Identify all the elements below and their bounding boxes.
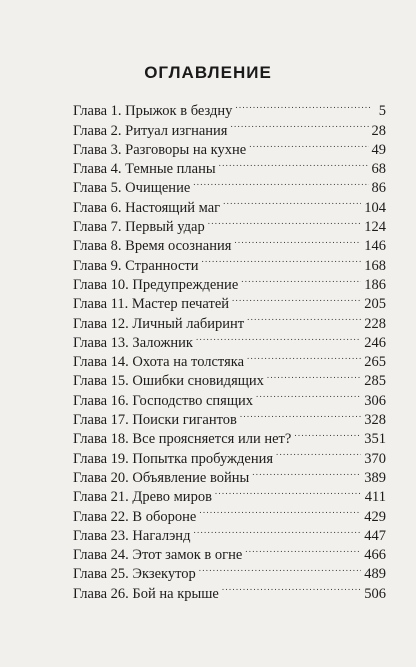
toc-entry-page: 285 bbox=[364, 373, 386, 390]
dot-leader bbox=[208, 212, 362, 231]
toc-entry-page: 370 bbox=[364, 450, 386, 467]
toc-entry-page: 306 bbox=[364, 392, 386, 409]
dot-leader bbox=[245, 540, 361, 559]
toc-entry-page: 328 bbox=[364, 412, 386, 429]
dot-leader bbox=[256, 385, 361, 404]
toc-entry-page: 104 bbox=[364, 199, 386, 216]
toc-entry-label: Глава 1. Прыжок в бездну bbox=[73, 103, 233, 120]
dot-leader bbox=[193, 173, 368, 192]
toc-entry-page: 28 bbox=[371, 122, 386, 139]
toc-entry-label: Глава 25. Экзекутор bbox=[73, 566, 196, 583]
toc-entry-label: Глава 6. Настоящий маг bbox=[73, 199, 221, 216]
toc-entry-label: Глава 5. Очищение bbox=[73, 180, 191, 197]
toc-entry-page: 228 bbox=[364, 315, 386, 332]
toc-entry-label: Глава 23. Нагалэнд bbox=[73, 527, 191, 544]
toc-entry-label: Глава 10. Предупреждение bbox=[73, 276, 239, 293]
dot-leader bbox=[222, 578, 361, 597]
table-of-contents bbox=[73, 96, 386, 602]
dot-leader bbox=[241, 270, 361, 289]
dot-leader bbox=[215, 482, 362, 501]
toc-entry-page: 246 bbox=[364, 334, 386, 351]
toc-entry-label: Глава 11. Мастер печатей bbox=[73, 296, 230, 313]
toc-entry-page: 186 bbox=[364, 276, 386, 293]
toc-entry-page: 49 bbox=[371, 141, 386, 158]
dot-leader bbox=[252, 463, 361, 482]
dot-leader bbox=[247, 308, 361, 327]
toc-entry-label: Глава 24. Этот замок в огне bbox=[73, 547, 243, 564]
page-title: ОГЛАВЛЕНИЕ bbox=[144, 63, 272, 82]
toc-entry-page: 146 bbox=[364, 238, 386, 255]
toc-entry-label: Глава 19. Попытка пробуждения bbox=[73, 450, 274, 467]
toc-entry bbox=[73, 96, 386, 120]
toc-entry-page: 5 bbox=[378, 103, 386, 120]
toc-entry-label: Глава 26. Бой на крыше bbox=[73, 585, 219, 602]
dot-leader bbox=[230, 115, 368, 134]
dot-leader bbox=[267, 366, 361, 385]
toc-entry-page: 124 bbox=[364, 219, 386, 236]
toc-entry-page: 506 bbox=[364, 585, 386, 602]
dot-leader bbox=[247, 347, 361, 366]
dot-leader bbox=[276, 443, 361, 462]
dot-leader bbox=[234, 231, 361, 250]
toc-entry-page: 466 bbox=[364, 547, 386, 564]
toc-entry-label: Глава 13. Заложник bbox=[73, 334, 193, 351]
toc-entry-label: Глава 2. Ритуал изгнания bbox=[73, 122, 228, 139]
dot-leader bbox=[249, 135, 368, 154]
dot-leader bbox=[294, 424, 361, 443]
toc-entry-page: 389 bbox=[364, 469, 386, 486]
toc-entry-page: 168 bbox=[364, 257, 386, 274]
toc-entry-page: 351 bbox=[364, 431, 386, 448]
toc-entry-label: Глава 3. Разговоры на кухне bbox=[73, 141, 247, 158]
toc-entry-label: Глава 16. Господство спящих bbox=[73, 392, 253, 409]
dot-leader bbox=[232, 289, 361, 308]
toc-entry-page: 429 bbox=[364, 508, 386, 525]
toc-entry-label: Глава 7. Первый удар bbox=[73, 219, 205, 236]
toc-entry-page: 205 bbox=[364, 296, 386, 313]
toc-entry-label: Глава 12. Личный лабиринт bbox=[73, 315, 245, 332]
dot-leader bbox=[219, 154, 369, 173]
toc-entry-label: Глава 8. Время осознания bbox=[73, 238, 232, 255]
dot-leader bbox=[199, 559, 361, 578]
dot-leader bbox=[196, 328, 361, 347]
toc-entry-page: 86 bbox=[371, 180, 386, 197]
toc-entry-page: 265 bbox=[364, 354, 386, 371]
toc-entry-page: 489 bbox=[364, 566, 386, 583]
toc-entry-label: Глава 22. В обороне bbox=[73, 508, 197, 525]
toc-entry-label: Глава 14. Охота на толстяка bbox=[73, 354, 245, 371]
toc-entry-page: 411 bbox=[364, 489, 386, 506]
dot-leader bbox=[240, 405, 361, 424]
toc-entry-label: Глава 17. Поиски гигантов bbox=[73, 412, 237, 429]
dot-leader bbox=[199, 501, 361, 520]
dot-leader bbox=[235, 96, 371, 115]
dot-leader bbox=[202, 250, 362, 269]
toc-entry-label: Глава 20. Объявление войны bbox=[73, 469, 250, 486]
toc-entry-page: 447 bbox=[364, 527, 386, 544]
toc-entry-label: Глава 21. Древо миров bbox=[73, 489, 212, 506]
toc-entry-label: Глава 15. Ошибки сновидящих bbox=[73, 373, 264, 390]
toc-entry-page: 68 bbox=[371, 161, 386, 178]
dot-leader bbox=[193, 521, 361, 540]
dot-leader bbox=[223, 192, 361, 211]
toc-entry-label: Глава 18. Все проясняется или нет? bbox=[73, 431, 292, 448]
toc-entry-label: Глава 9. Странности bbox=[73, 257, 199, 274]
toc-entry-label: Глава 4. Темные планы bbox=[73, 161, 216, 178]
